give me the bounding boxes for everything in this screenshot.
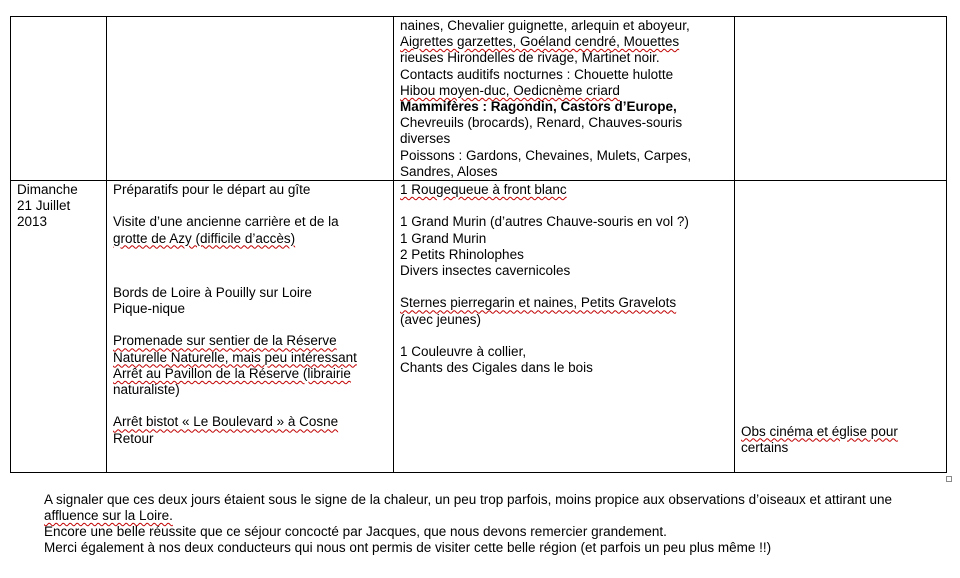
remarks-line bbox=[741, 424, 940, 440]
programme-text: Promenade sur sentier de la Réserve bbox=[113, 333, 337, 349]
trip-report-table bbox=[10, 16, 947, 473]
obs-line: Divers insectes cavernicoles bbox=[400, 263, 571, 279]
obs-line: Mammifères : Ragondin, Castors d’Europe, bbox=[400, 99, 677, 115]
obs-line bbox=[400, 34, 728, 50]
date-line: 2013 bbox=[17, 214, 48, 230]
obs-line bbox=[400, 182, 728, 198]
programme-text: Arrêt au Pavillon de la Réserve (librairie bbox=[113, 365, 351, 381]
obs-text: Hibou moyen-duc, Oedicnème criard bbox=[400, 82, 620, 98]
obs-line: Poissons : Gardons, Chevaines, Mulets, Carpes, bbox=[400, 147, 692, 163]
note-text: affluence sur la Loire. bbox=[44, 508, 173, 523]
table-row bbox=[11, 17, 947, 181]
programme-line: Pique-nique bbox=[113, 301, 186, 317]
programme-text: Arrêt bistot « Le Boulevard » à Cosne bbox=[113, 414, 339, 430]
obs-line bbox=[400, 83, 728, 99]
table-row bbox=[11, 181, 947, 473]
programme-line: Bords de Loire à Pouilly sur Loire bbox=[113, 284, 312, 300]
date-cell bbox=[11, 17, 107, 181]
observations-cell bbox=[394, 181, 735, 473]
remarks-line: certains bbox=[741, 439, 789, 455]
programme-line bbox=[113, 414, 387, 430]
remarks-cell bbox=[735, 17, 947, 181]
obs-line: naines, Chevalier guignette, arlequin et aboyeur, bbox=[400, 18, 690, 33]
obs-text: Aigrettes garzettes, Goéland cendré, Mouettes bbox=[400, 34, 680, 50]
obs-line: (avec jeunes) bbox=[400, 311, 482, 327]
programme-line bbox=[113, 366, 387, 382]
note-line bbox=[44, 508, 954, 524]
programme-cell bbox=[107, 17, 394, 181]
programme-line bbox=[113, 333, 387, 349]
programme-line bbox=[113, 350, 387, 366]
date-line: 21 Juillet bbox=[17, 198, 71, 214]
obs-line: Contacts auditifs nocturnes : Chouette hulotte bbox=[400, 66, 674, 82]
programme-line: Retour bbox=[113, 430, 154, 446]
programme-line: Préparatifs pour le départ au gîte bbox=[113, 182, 311, 198]
note-line: Merci également à nos deux conducteurs qui nous ont permis de visiter cette belle région (et parfois un peu plus même !!) bbox=[44, 540, 772, 555]
note-line: A signaler que ces deux jours étaient sous le signe de la chaleur, un peu trop parfois, moins propice aux observations d’oiseaux et attirant une bbox=[44, 492, 893, 507]
closing-notes bbox=[44, 492, 954, 556]
obs-line: 1 Couleuvre à collier, bbox=[400, 344, 527, 360]
table-resize-handle[interactable] bbox=[946, 476, 952, 482]
obs-line: 2 Petits Rhinolophes bbox=[400, 246, 524, 262]
date-cell bbox=[11, 181, 107, 473]
observations-cell bbox=[394, 17, 735, 181]
programme-text: grotte de Azy (difficile d’accès) bbox=[113, 230, 296, 246]
remarks-text: Obs cinéma et église pour bbox=[741, 423, 898, 439]
obs-line: diverses bbox=[400, 131, 451, 147]
obs-line: rieuses Hirondelles de rivage, Martinet noir. bbox=[400, 50, 660, 66]
obs-line bbox=[400, 295, 728, 311]
obs-line: 1 Grand Murin bbox=[400, 230, 487, 246]
obs-line: Sandres, Aloses bbox=[400, 163, 498, 179]
programme-line bbox=[113, 231, 387, 247]
obs-line: Chants des Cigales dans le bois bbox=[400, 360, 593, 376]
obs-text: 1 Rougequeue à front blanc bbox=[400, 182, 567, 198]
programme-cell bbox=[107, 181, 394, 473]
obs-line: Chevreuils (brocards), Renard, Chauves-souris bbox=[400, 115, 683, 131]
programme-line: naturaliste) bbox=[113, 382, 180, 398]
date-line: Dimanche bbox=[17, 182, 78, 198]
programme-line: Visite d’une ancienne carrière et de la bbox=[113, 214, 339, 230]
remarks-cell bbox=[735, 181, 947, 473]
programme-text: Naturelle Naturelle, mais peu intéressant bbox=[113, 349, 357, 365]
note-line: Encore une belle réussite que ce séjour concocté par Jacques, que nous devons remercier grandement. bbox=[44, 524, 667, 539]
obs-line: 1 Grand Murin (d’autres Chauve-souris en vol ?) bbox=[400, 214, 689, 230]
obs-text: Sternes pierregarin et naines, Petits Gravelots bbox=[400, 295, 677, 311]
